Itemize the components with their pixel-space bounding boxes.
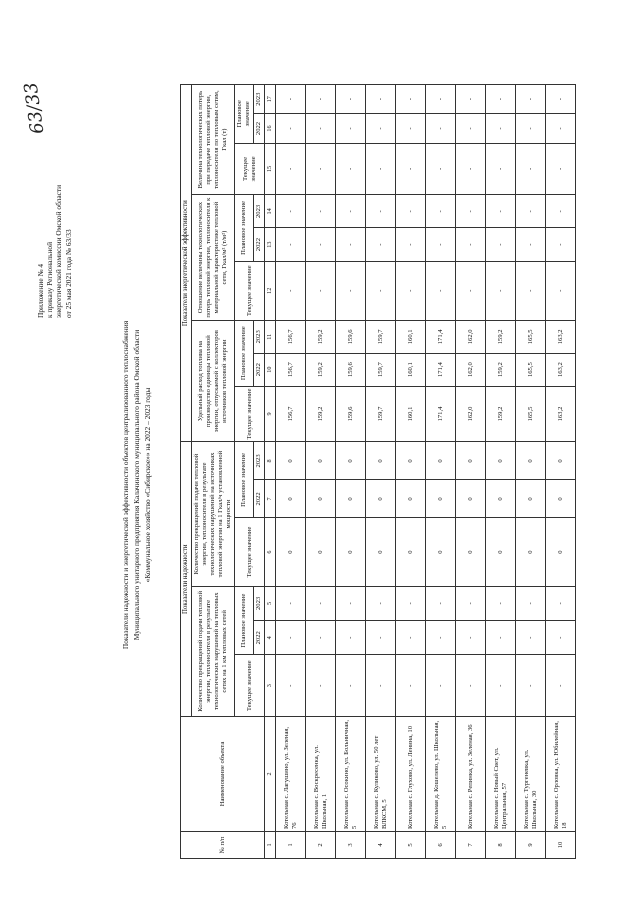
cell-d: -	[366, 195, 396, 228]
header-year-2023: 2023	[254, 195, 265, 228]
cell-b: 0	[306, 518, 336, 586]
cell-a: -	[516, 621, 546, 655]
cell-b: 0	[396, 442, 426, 480]
column-number: 4	[265, 621, 276, 655]
cell-d: -	[336, 261, 366, 320]
cell-d: -	[486, 195, 516, 228]
header-efficiency: Показатели энергетической эффективности	[181, 85, 192, 442]
header-num: № п/п	[181, 832, 265, 859]
cell-b: 0	[366, 442, 396, 480]
cell-b: 0	[486, 518, 516, 586]
cell-e: -	[366, 114, 396, 143]
cell-e: -	[276, 143, 306, 195]
cell-e: -	[366, 143, 396, 195]
approval-line-3: энергетической комиссии Омской области	[54, 184, 64, 318]
cell-a: -	[546, 655, 576, 717]
cell-c: 165,5	[516, 353, 546, 386]
cell-d: -	[456, 195, 486, 228]
row-number: 4	[366, 832, 396, 859]
cell-a: -	[276, 655, 306, 717]
row-number: 7	[456, 832, 486, 859]
cell-c: 159,6	[336, 353, 366, 386]
cell-c: 159,6	[336, 320, 366, 353]
cell-a: -	[366, 655, 396, 717]
cell-c: 160,1	[396, 320, 426, 353]
cell-d: -	[366, 228, 396, 261]
cell-d: -	[426, 261, 456, 320]
cell-c: 165,5	[516, 320, 546, 353]
cell-c: 159,6	[336, 386, 366, 442]
cell-a: -	[336, 655, 366, 717]
table-row	[366, 85, 396, 859]
header-col-a: Количество прекращений подачи тепловой энергии, теплоносителя в результате технологических нарушений на тепловых сетях на 1 км тепловых сетей	[192, 586, 235, 716]
cell-e: -	[546, 143, 576, 195]
cell-b: 0	[486, 480, 516, 518]
cell-e: -	[336, 114, 366, 143]
cell-c: 171,4	[426, 320, 456, 353]
header-current-value: Текущее значение	[235, 386, 265, 442]
cell-e: -	[456, 143, 486, 195]
column-number: 3	[265, 655, 276, 717]
cell-e: -	[306, 114, 336, 143]
column-number: 16	[265, 114, 276, 143]
approval-line-2: к приказу Региональной	[45, 241, 55, 318]
cell-e: -	[336, 143, 366, 195]
cell-c: 159,2	[306, 353, 336, 386]
cell-a: -	[456, 621, 486, 655]
cell-e: -	[426, 143, 456, 195]
cell-e: -	[366, 85, 396, 114]
cell-a: -	[486, 655, 516, 717]
cell-a: -	[426, 621, 456, 655]
column-number: 11	[265, 320, 276, 353]
cell-d: -	[276, 261, 306, 320]
object-name: Котельная с. Новый Свет, ул. Центральная, 57	[486, 717, 516, 832]
column-number: 14	[265, 195, 276, 228]
cell-b: 0	[396, 480, 426, 518]
cell-b: 0	[456, 518, 486, 586]
row-number: 6	[426, 832, 456, 859]
table-row	[396, 85, 426, 859]
column-number: 12	[265, 261, 276, 320]
cell-b: 0	[546, 518, 576, 586]
title-line-1: Показатели надежности и энергетической эффективности объектов централизованного теплоснабжения	[121, 320, 130, 650]
cell-c: 160,1	[396, 386, 426, 442]
table-row	[546, 85, 576, 859]
cell-e: -	[426, 85, 456, 114]
row-number: 3	[336, 832, 366, 859]
cell-d: -	[336, 195, 366, 228]
cell-b: 0	[336, 518, 366, 586]
cell-d: -	[516, 261, 546, 320]
column-number: 2	[265, 717, 276, 832]
title-line-3: «Коммунальное хозяйство «Сибирское»» на 2022 – 2023 годы	[143, 387, 152, 583]
header-year-2023: 2023	[254, 442, 265, 480]
header-col-c: Удельный расход топлива на производство единицы тепловой энергии, отпускаемой с коллекторов источников тепловой энергии	[192, 320, 235, 442]
cell-e: -	[336, 85, 366, 114]
cell-c: 163,2	[546, 386, 576, 442]
cell-d: -	[336, 228, 366, 261]
cell-d: -	[276, 195, 306, 228]
document-title	[120, 185, 153, 785]
cell-a: -	[426, 586, 456, 620]
row-number: 1	[276, 832, 306, 859]
column-number: 13	[265, 228, 276, 261]
cell-a: -	[306, 586, 336, 620]
column-number: 6	[265, 518, 276, 586]
cell-b: 0	[486, 442, 516, 480]
cell-a: -	[336, 621, 366, 655]
cell-b: 0	[366, 518, 396, 586]
cell-b: 0	[276, 518, 306, 586]
object-name: Котельная с. Лагушино, ул. Зеленая, 76	[276, 717, 306, 832]
cell-d: -	[546, 195, 576, 228]
cell-c: 159,7	[366, 320, 396, 353]
cell-c: 156,7	[276, 353, 306, 386]
row-number: 8	[486, 832, 516, 859]
cell-d: -	[546, 228, 576, 261]
column-number: 15	[265, 143, 276, 195]
column-number: 17	[265, 85, 276, 114]
cell-a: -	[306, 655, 336, 717]
cell-d: -	[396, 228, 426, 261]
cell-b: 0	[516, 518, 546, 586]
cell-e: -	[516, 85, 546, 114]
cell-c: 162,0	[456, 386, 486, 442]
indicators-table	[180, 84, 576, 859]
cell-e: -	[516, 143, 546, 195]
object-name: Котельная с. Тургеневка, ул. Школьная, 30	[516, 717, 546, 832]
cell-a: -	[276, 586, 306, 620]
cell-a: -	[396, 621, 426, 655]
cell-d: -	[396, 261, 426, 320]
cell-b: 0	[546, 442, 576, 480]
cell-c: 159,2	[306, 320, 336, 353]
header-current-value: Текущее значение	[235, 655, 265, 717]
cell-d: -	[516, 228, 546, 261]
header-col-e: Величина технологических потерь при передаче тепловой энергии, теплоносителя по тепловым сетям, Гкал (т)	[192, 85, 235, 195]
cell-e: -	[516, 114, 546, 143]
cell-a: -	[396, 586, 426, 620]
cell-c: 171,4	[426, 386, 456, 442]
header-year-2023: 2023	[254, 320, 265, 353]
header-planned-value: Плановое значение	[235, 586, 254, 655]
header-current-value: Текущее значение	[235, 261, 265, 320]
cell-b: 0	[306, 442, 336, 480]
cell-b: 0	[426, 442, 456, 480]
cell-d: -	[516, 195, 546, 228]
cell-e: -	[306, 143, 336, 195]
cell-c: 159,2	[486, 353, 516, 386]
header-year-2022: 2022	[254, 621, 265, 655]
cell-c: 162,0	[456, 353, 486, 386]
cell-b: 0	[426, 518, 456, 586]
column-number: 5	[265, 586, 276, 620]
header-year-2022: 2022	[254, 353, 265, 386]
cell-a: -	[276, 621, 306, 655]
cell-d: -	[426, 228, 456, 261]
column-number: 8	[265, 442, 276, 480]
cell-a: -	[366, 621, 396, 655]
cell-a: -	[516, 655, 546, 717]
object-name: Котельная с. Куликово, ул. 50 лет ВЛКСМ, 5	[366, 717, 396, 832]
header-year-2023: 2023	[254, 586, 265, 620]
cell-e: -	[396, 143, 426, 195]
header-year-2022: 2022	[254, 114, 265, 143]
cell-b: 0	[276, 442, 306, 480]
cell-e: -	[396, 85, 426, 114]
header-reliability: Показатели надежности	[181, 442, 192, 717]
cell-b: 0	[396, 518, 426, 586]
header-planned-value: Плановое значение	[235, 85, 254, 144]
cell-a: -	[336, 586, 366, 620]
cell-e: -	[276, 85, 306, 114]
cell-c: 160,1	[396, 353, 426, 386]
cell-a: -	[456, 655, 486, 717]
cell-a: -	[396, 655, 426, 717]
cell-d: -	[366, 261, 396, 320]
cell-e: -	[276, 114, 306, 143]
cell-c: 165,5	[516, 386, 546, 442]
cell-d: -	[456, 261, 486, 320]
table-row	[276, 85, 306, 859]
cell-c: 163,2	[546, 353, 576, 386]
cell-c: 159,2	[306, 386, 336, 442]
cell-b: 0	[516, 480, 546, 518]
cell-d: -	[546, 261, 576, 320]
cell-a: -	[426, 655, 456, 717]
column-number: 7	[265, 480, 276, 518]
cell-e: -	[396, 114, 426, 143]
cell-c: 159,7	[366, 353, 396, 386]
cell-c: 156,7	[276, 386, 306, 442]
approval-line-1: Приложение № 4	[36, 263, 45, 318]
cell-b: 0	[336, 442, 366, 480]
cell-b: 0	[366, 480, 396, 518]
rotated-document	[0, 60, 640, 905]
approval-line-4: от 25 мая 2021 года № 63/33	[63, 229, 73, 318]
cell-d: -	[486, 261, 516, 320]
header-col-b: Количество прекращений подачи тепловой энергии, теплоносителя в результате технологических нарушений на источниках тепловой энергии на 1 Гкал/ч установленной мощности	[192, 442, 235, 586]
cell-b: 0	[426, 480, 456, 518]
cell-c: 163,2	[546, 320, 576, 353]
column-number: 9	[265, 386, 276, 442]
header-col-d: Отношение величины технологических потерь тепловой энергии, теплоносителя к материальной характеристике тепловой сети, Гкал/м² (т/м²)	[192, 195, 235, 321]
cell-e: -	[486, 85, 516, 114]
header-planned-value: Плановое значение	[235, 442, 254, 518]
cell-d: -	[456, 228, 486, 261]
cell-d: -	[306, 195, 336, 228]
cell-d: -	[486, 228, 516, 261]
cell-c: 159,2	[486, 386, 516, 442]
object-name: Котельная с. Воскресенка, ул. Школьная, 1	[306, 717, 336, 832]
cell-a: -	[546, 586, 576, 620]
row-number: 10	[546, 832, 576, 859]
object-name: Котельная с. Глухово, ул. Ленина, 10	[396, 717, 426, 832]
cell-d: -	[306, 261, 336, 320]
cell-a: -	[546, 621, 576, 655]
row-number: 9	[516, 832, 546, 859]
object-name: Котельная с. Орловка, ул. Юбилейная, 18	[546, 717, 576, 832]
cell-c: 159,7	[366, 386, 396, 442]
table-row	[306, 85, 336, 859]
handwritten-number: 63/33	[20, 80, 49, 136]
table-row	[486, 85, 516, 859]
header-year-2022: 2022	[254, 228, 265, 261]
cell-e: -	[486, 143, 516, 195]
cell-b: 0	[456, 480, 486, 518]
cell-d: -	[426, 195, 456, 228]
cell-a: -	[456, 586, 486, 620]
object-name: Котельная с. Осокино, ул. Больничная, 5	[336, 717, 366, 832]
table-row	[456, 85, 486, 859]
cell-d: -	[396, 195, 426, 228]
table-row	[336, 85, 366, 859]
header-year-2022: 2022	[254, 480, 265, 518]
cell-e: -	[306, 85, 336, 114]
cell-b: 0	[336, 480, 366, 518]
header-object-name: Наименование объекта	[181, 717, 265, 832]
cell-c: 171,4	[426, 353, 456, 386]
object-name: Котельная д. Кошелево, ул. Школьная, 5	[426, 717, 456, 832]
column-number: 1	[265, 832, 276, 859]
cell-c: 162,0	[456, 320, 486, 353]
cell-a: -	[516, 586, 546, 620]
header-current-value: Текущее значение	[235, 518, 265, 586]
header-current-value: Текущее значение	[235, 143, 265, 195]
cell-d: -	[276, 228, 306, 261]
approval-stamp-block	[20, 80, 73, 318]
cell-e: -	[456, 85, 486, 114]
header-planned-value: Плановое значение	[235, 320, 254, 386]
cell-b: 0	[276, 480, 306, 518]
table-row	[516, 85, 546, 859]
cell-b: 0	[306, 480, 336, 518]
column-number: 10	[265, 353, 276, 386]
cell-e: -	[546, 114, 576, 143]
cell-d: -	[306, 228, 336, 261]
cell-e: -	[546, 85, 576, 114]
cell-a: -	[366, 586, 396, 620]
cell-e: -	[486, 114, 516, 143]
cell-a: -	[486, 621, 516, 655]
title-line-2: Муниципального унитарного предприятия Калачинского муниципального района Омской области	[132, 329, 141, 641]
cell-c: 159,2	[486, 320, 516, 353]
cell-a: -	[306, 621, 336, 655]
cell-e: -	[426, 114, 456, 143]
cell-b: 0	[456, 442, 486, 480]
row-number: 2	[306, 832, 336, 859]
cell-b: 0	[516, 442, 546, 480]
table-row	[426, 85, 456, 859]
cell-b: 0	[546, 480, 576, 518]
cell-c: 156,7	[276, 320, 306, 353]
cell-e: -	[456, 114, 486, 143]
header-year-2023: 2023	[254, 85, 265, 114]
row-number: 5	[396, 832, 426, 859]
cell-a: -	[486, 586, 516, 620]
object-name: Котельная с. Репинка, ул. Зеленая, 36	[456, 717, 486, 832]
header-planned-value: Плановое значение	[235, 195, 254, 261]
